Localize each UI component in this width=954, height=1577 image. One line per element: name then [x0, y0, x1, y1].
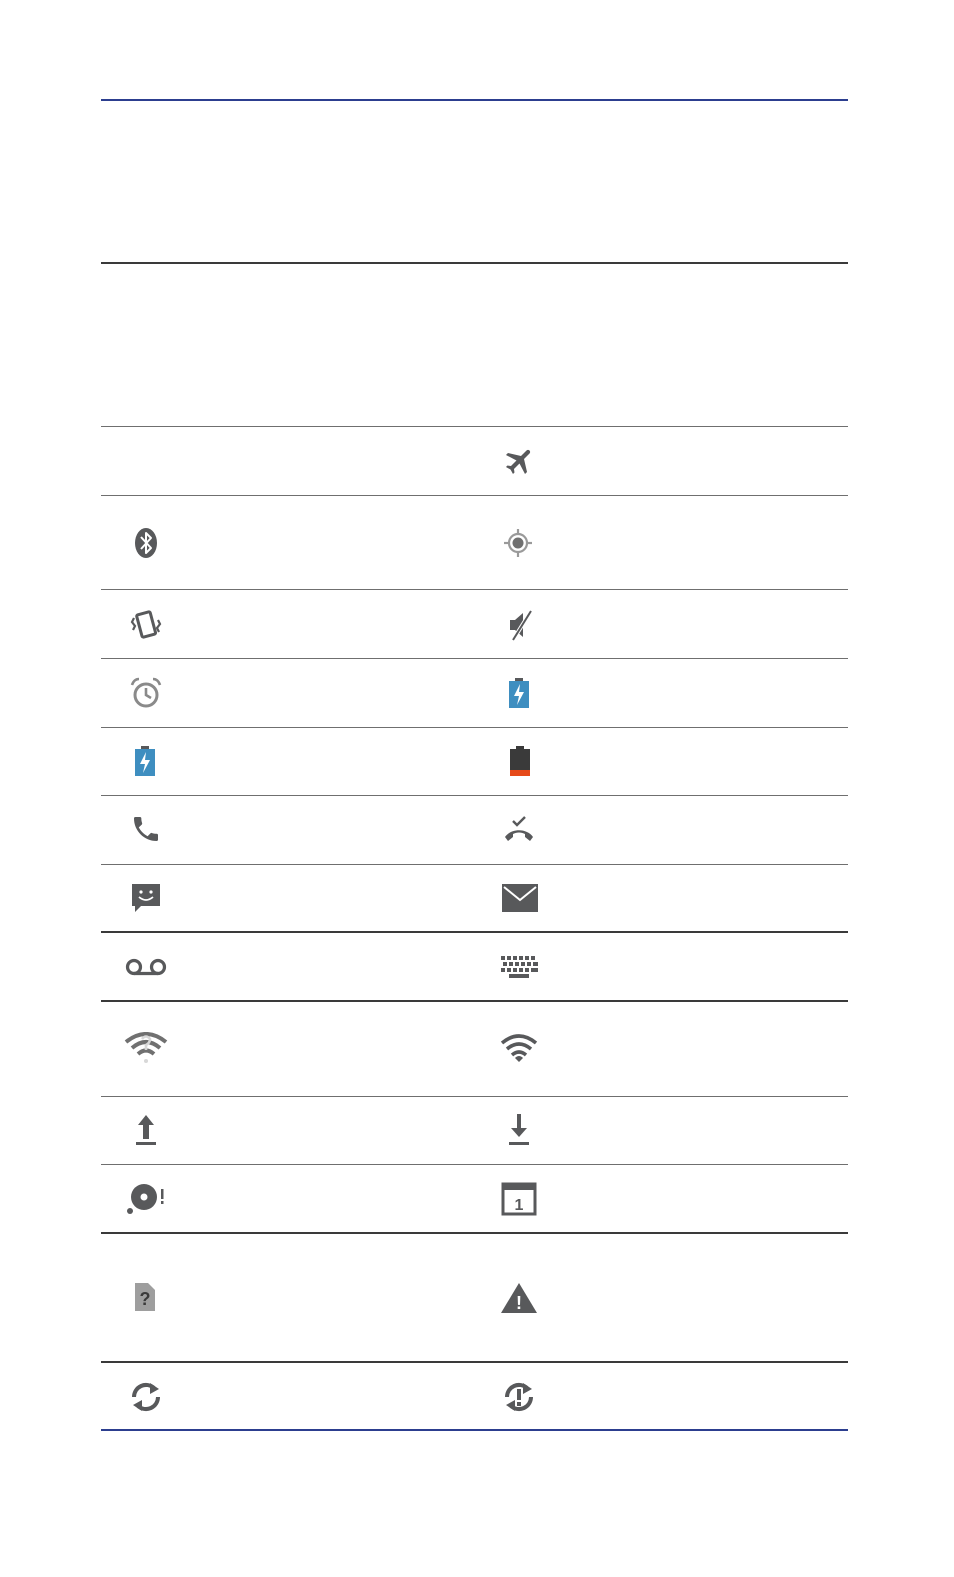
row-divider [101, 1096, 848, 1097]
bluetooth-icon [133, 527, 159, 559]
vibrate-icon [130, 608, 162, 642]
footer-rule [101, 1429, 848, 1431]
sync-icon [128, 1381, 164, 1413]
email-icon [501, 883, 539, 913]
row-divider [101, 727, 848, 728]
sim-mark: ? [139, 1289, 151, 1309]
row-divider [101, 795, 848, 796]
row-divider [101, 1232, 848, 1234]
section-divider [101, 262, 848, 264]
upload-icon [133, 1113, 159, 1147]
sync-error-icon [501, 1381, 537, 1413]
calendar-day: 1 [514, 1197, 524, 1214]
row-divider [101, 1164, 848, 1165]
row-divider [101, 864, 848, 865]
row-divider [101, 931, 848, 933]
call-icon [130, 813, 162, 845]
storage-warning-icon [126, 1183, 166, 1215]
battery-charging-icon [508, 677, 530, 709]
wifi-icon [500, 1033, 538, 1063]
row-divider [101, 658, 848, 659]
voicemail-icon [125, 956, 167, 978]
keyboard-icon [500, 955, 540, 979]
row-divider [101, 1000, 848, 1002]
battery-charging-icon [134, 745, 156, 777]
row-divider [101, 1361, 848, 1363]
battery-low-icon [509, 745, 531, 777]
download-icon [506, 1113, 532, 1147]
alarm-icon [129, 676, 163, 710]
warning-mark: ! [516, 1293, 522, 1313]
header-rule [101, 99, 848, 101]
calendar-icon [501, 1182, 537, 1216]
message-icon [130, 882, 162, 914]
missed-call-icon [503, 815, 535, 843]
location-icon [503, 528, 533, 558]
warning-icon [500, 1282, 538, 1314]
wifi-unknown-icon [124, 1032, 168, 1066]
row-divider [101, 495, 848, 496]
mute-icon [504, 608, 536, 642]
table-top-rule [101, 426, 848, 427]
airplane-icon [503, 444, 537, 478]
no-sim-icon [134, 1282, 156, 1312]
row-divider [101, 589, 848, 590]
